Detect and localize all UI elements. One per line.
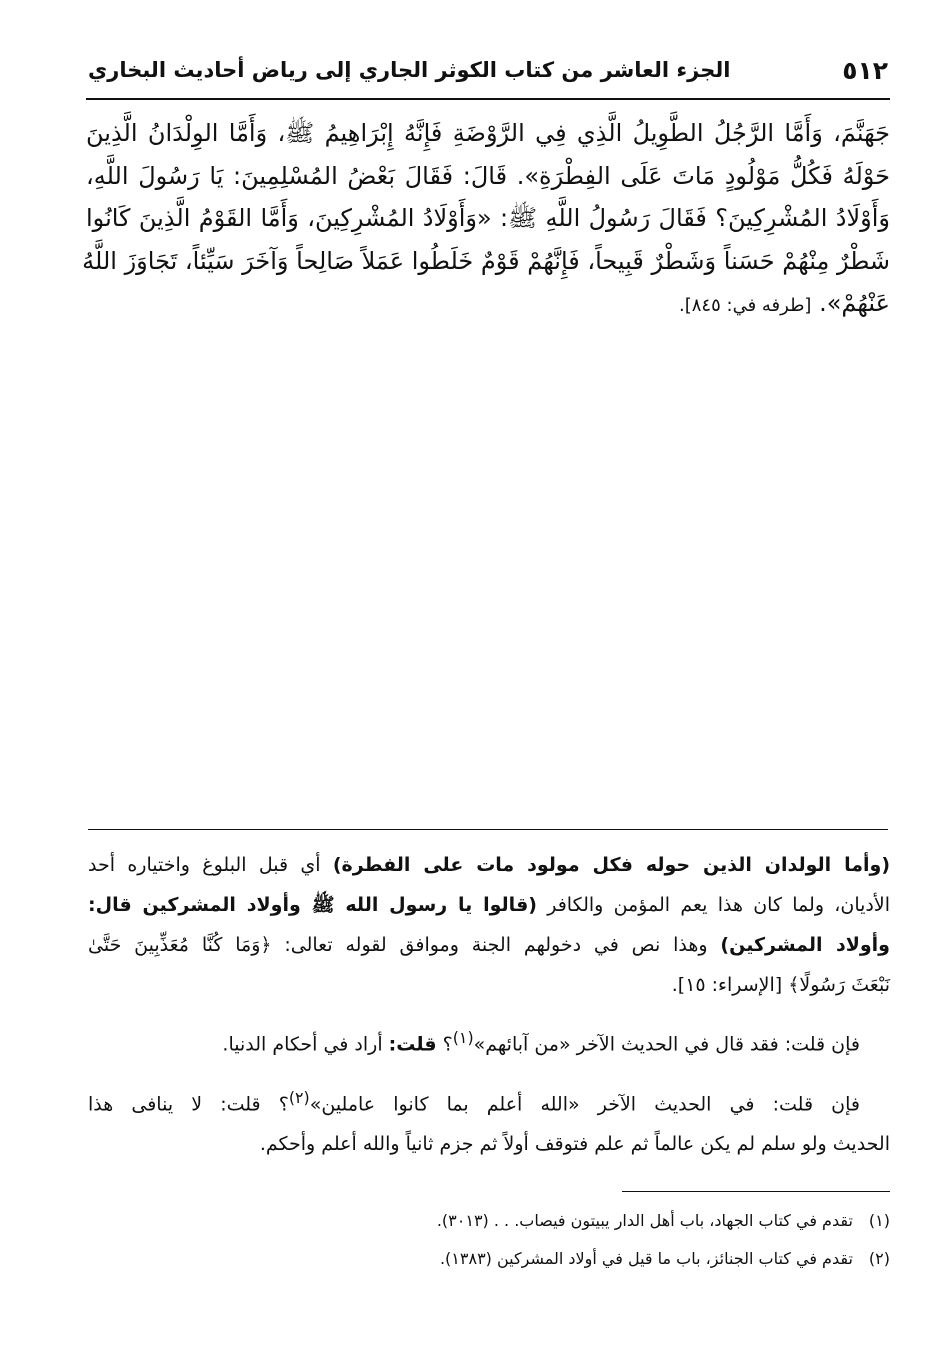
footnote-number: (٢) [868, 1249, 890, 1268]
hadith-text [82, 112, 890, 328]
commentary-text: وهذا نص في دخولهم الجنة وموافق لقوله تعالى: ﴿وَمَا كُنَّا مُعَذِّبِينَ حَتَّىٰ [88, 934, 708, 956]
page-header [88, 52, 890, 96]
commentary-text: الأديان، ولما كان هذا يعم المؤمن والكافر [547, 894, 890, 916]
header-rule [86, 98, 890, 100]
commentary-line [88, 1018, 890, 1064]
footnote-text: تقدم في كتاب الجهاد، باب أهل الدار يبيتون فيصاب. . . (٣٠١٣). [436, 1211, 853, 1230]
question-text: فإن قلت: في الحديث الآخر «الله أعلم بما كانوا عاملين» [309, 1093, 860, 1116]
commentary-paragraph-3 [88, 1078, 890, 1164]
footnote-number: (١) [868, 1211, 890, 1230]
commentary-line [88, 845, 890, 885]
footnote [88, 1202, 890, 1240]
footnote-marker[interactable]: (٢) [288, 1088, 310, 1107]
commentary-quote: (وأما الولدان الذين حوله فكل مولود مات على الفطرة) [332, 854, 890, 876]
commentary-paragraph-1 [88, 845, 890, 1005]
commentary-text: أي قبل البلوغ واختياره أحد [88, 854, 321, 876]
question-text: فإن قلت: فقد قال في الحديث الآخر «من آبائهم» [473, 1033, 860, 1056]
page-number: ٥١٢ [842, 56, 888, 85]
footnote-text: تقدم في كتاب الجنائز، باب ما قيل في أولاد المشركين (١٣٨٣). [439, 1249, 853, 1268]
question-mark: ؟ [442, 1033, 453, 1056]
commentary-separator [88, 829, 888, 830]
hadith-line: وَأَوْلَادُ المُشْرِكِينَ؟ فَقَالَ رَسُولُ اللَّهِ ﷺ: «وَأَوْلَادُ المُشْرِكِينَ، وَأَمَّا القَوْمُ الَّذِينَ كَانُوا [86, 204, 890, 232]
answer-label: قلت: [388, 1033, 437, 1056]
commentary-line [88, 1078, 890, 1124]
answer-text: أراد في أحكام الدنيا. [222, 1033, 383, 1056]
hadith-line-last [86, 282, 890, 328]
answer-text: ؟ قلت: لا ينافى هذا [88, 1093, 289, 1116]
commentary-paragraph-2 [88, 1018, 890, 1064]
commentary-line: الحديث ولو سلم لم يكن عالماً ثم علم فتوقف أولاً ثم جزم ثانياً والله أعلم وأحكم. [259, 1133, 890, 1156]
footnote-marker[interactable]: (١) [452, 1028, 474, 1047]
footnotes [88, 1202, 890, 1278]
running-title: الجزء العاشر من كتاب الكوثر الجاري إلى رياض أحاديث البخاري [88, 58, 731, 82]
commentary-quote: وأولاد المشركين) [720, 934, 890, 956]
hadith-line: جَهَنَّمَ، وَأَمَّا الرَّجُلُ الطَّوِيلُ الَّذِي فِي الرَّوْضَةِ فَإِنَّهُ إِبْرَاهِيمُ ﷺ، وَأَمَّا الوِلْدَانُ الَّذِينَ [86, 119, 890, 147]
hadith-line: حَوْلَهُ فَكُلُّ مَوْلُودٍ مَاتَ عَلَى الفِطْرَةِ». قَالَ: فَقَالَ بَعْضُ المُسْلِمِينَ: يَا رَسُولَ اللَّهِ، [86, 161, 890, 190]
commentary-line [88, 885, 890, 925]
commentary-quote: (قالوا يا رسول الله ﷺ وأولاد المشركين قال: [88, 894, 537, 916]
footnote-separator [622, 1191, 890, 1192]
cross-reference: [طرفه في: ٨٤٥]. [679, 295, 812, 316]
hadith-line: شَطْرٌ مِنْهُمْ حَسَناً وَشَطْرٌ قَبِيحاً، فَإِنَّهُمْ قَوْمٌ خَلَطُوا عَمَلاً صَالِحاً وَآخَرَ سَيِّئاً، تَجَاوَزَ اللَّهُ [82, 246, 890, 275]
commentary-line: نَبْعَثَ رَسُولًا﴾ [الإسراء: ١٥]. [671, 974, 890, 996]
commentary-line [88, 925, 890, 965]
hadith-end: عَنْهُمْ». [819, 289, 890, 317]
footnote [88, 1240, 890, 1278]
